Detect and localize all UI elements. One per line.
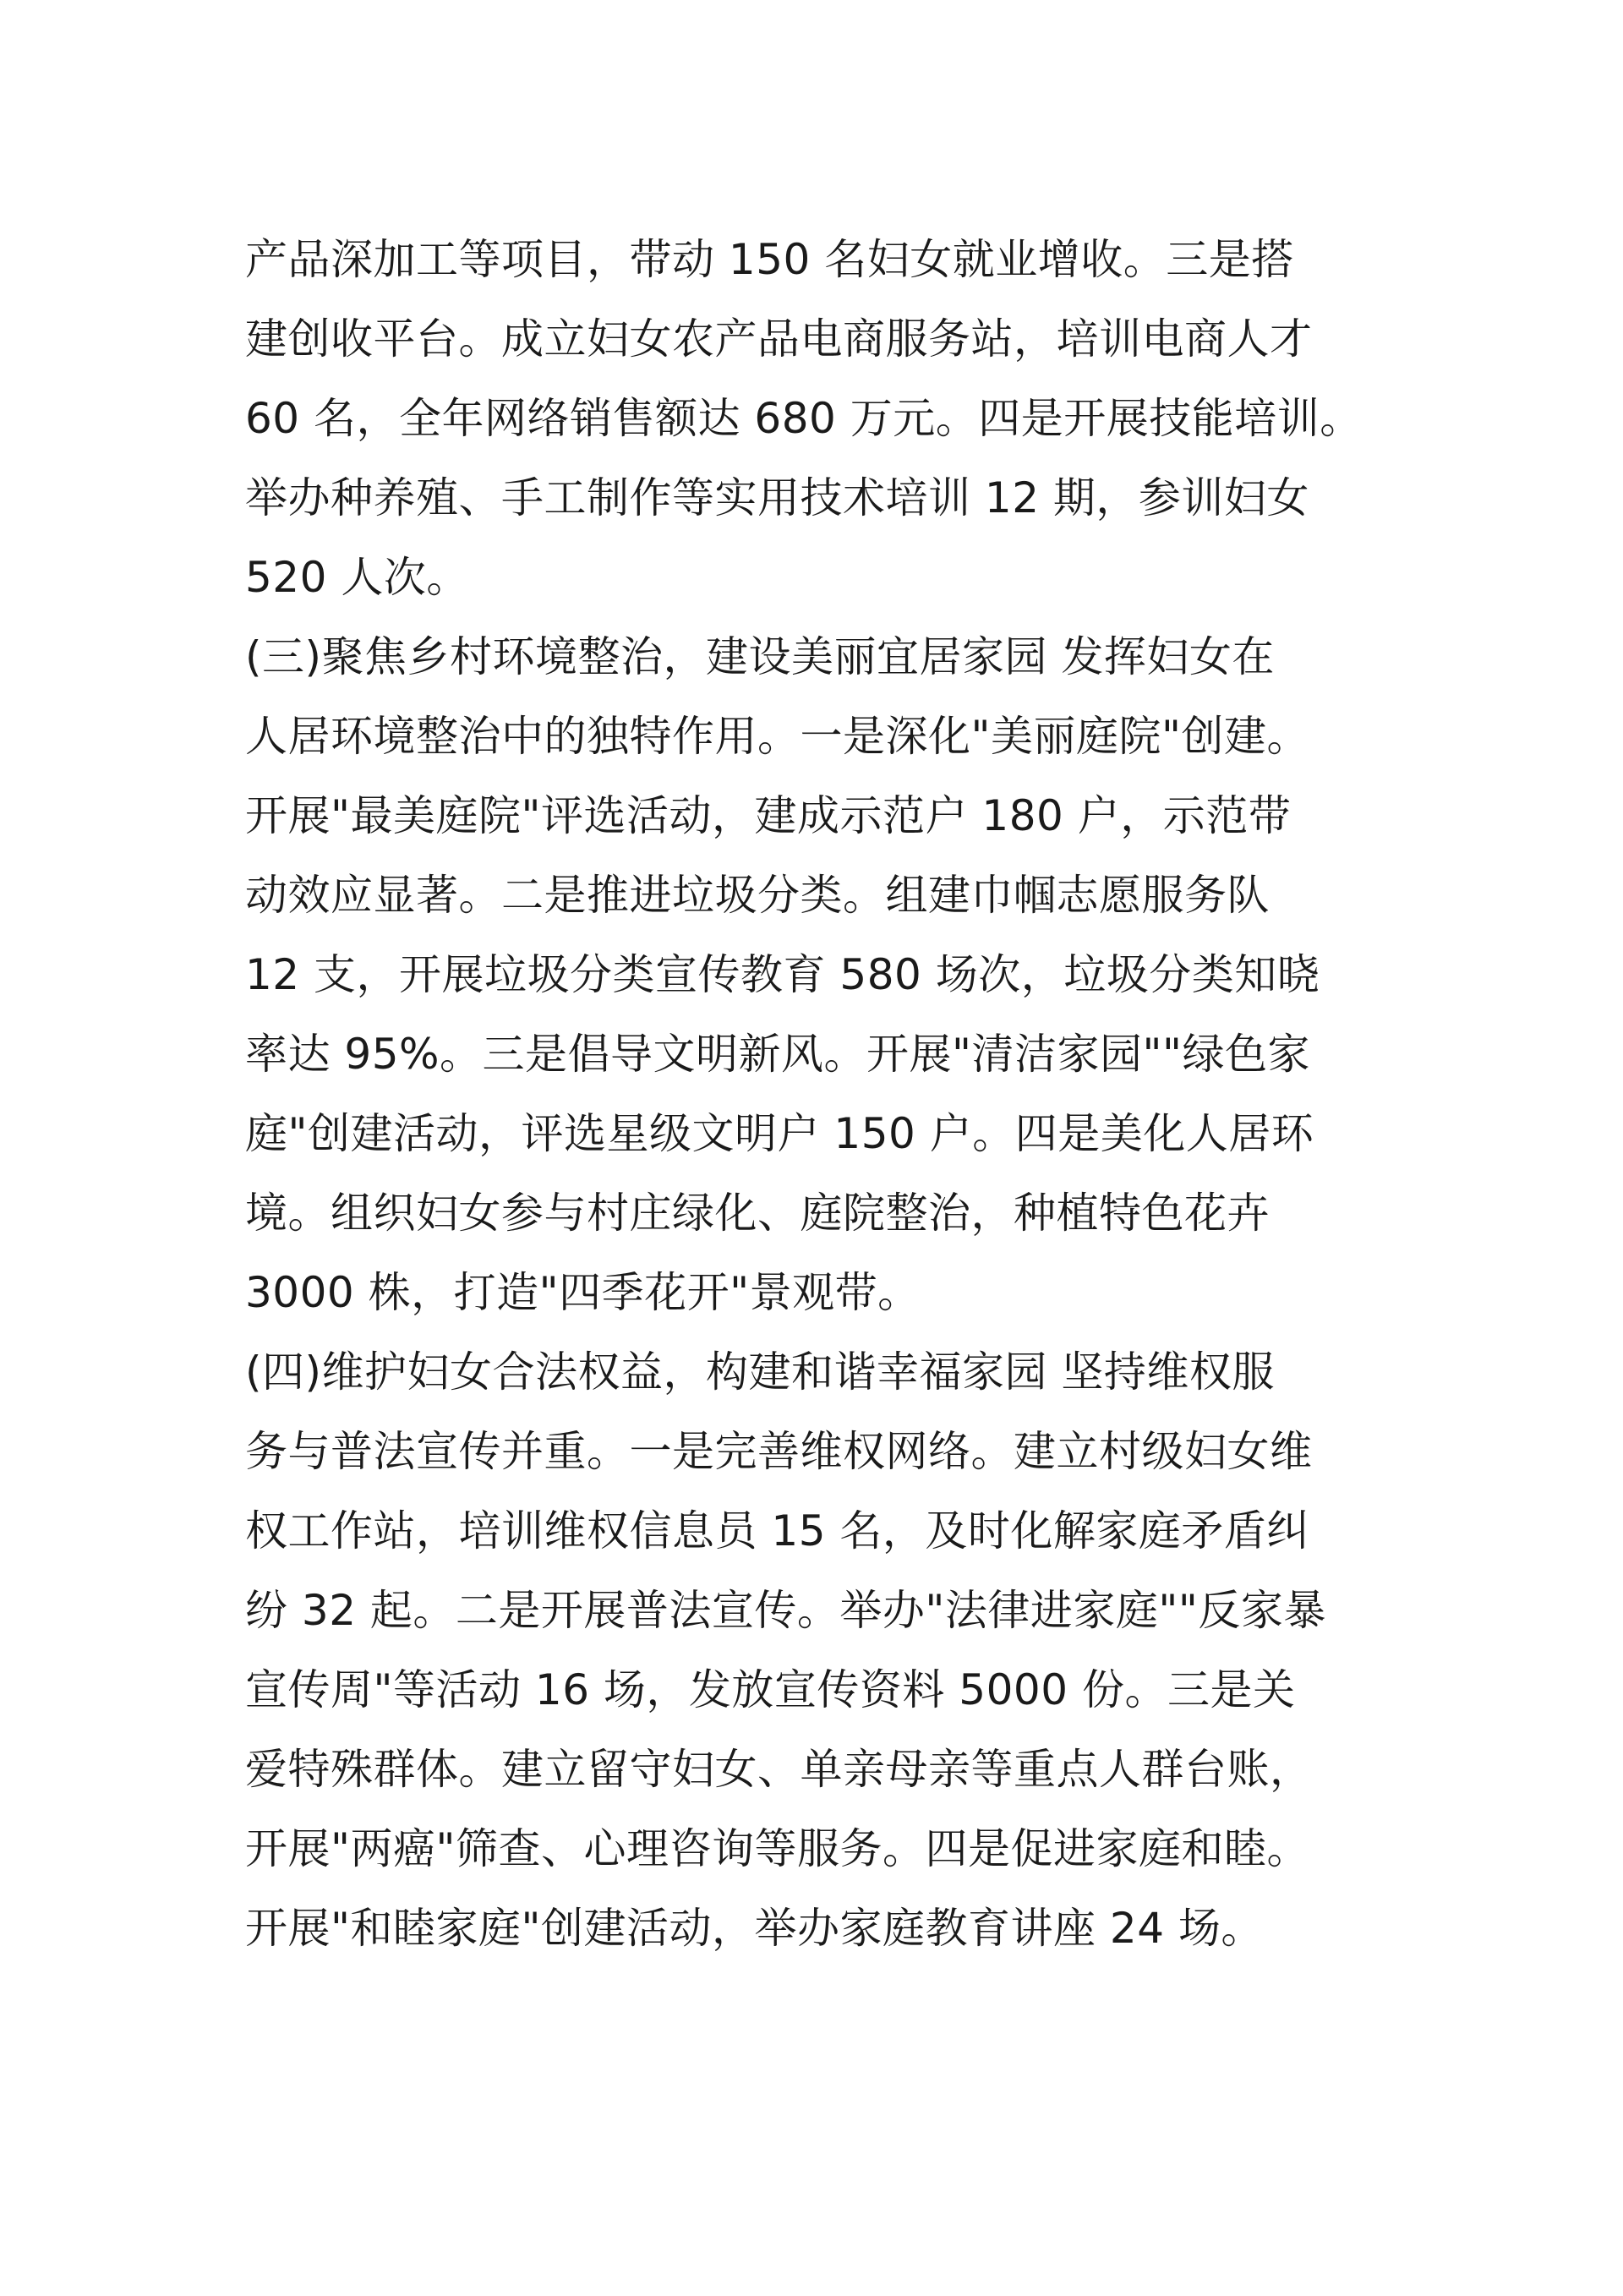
text-line: 520 人次。 (245, 553, 469, 602)
text-line: 庭"创建活动，评选星级文明户 150 户。四是美化人居环 (245, 1109, 1314, 1158)
text-line: 人居环境整治中的独特作用。一是深化"美丽庭院"创建。 (245, 712, 1309, 761)
section-heading-line: (三)聚焦乡村环境整治，建设美丽宜居家园 发挥妇女在 (245, 632, 1275, 681)
text-line: 12 支，开展垃圾分类宣传教育 580 场次，垃圾分类知晓 (245, 950, 1320, 999)
text-line: 开展"最美庭院"评选活动，建成示范户 180 户，示范带 (245, 791, 1292, 840)
text-line: 宣传周"等活动 16 场，发放宣传资料 5000 份。三是关 (245, 1665, 1296, 1714)
text-line: 产品深加工等项目，带动 150 名妇女就业增收。三是搭 (245, 235, 1294, 284)
text-line: 务与普法宣传并重。一是完善维权网络。建立村级妇女维 (245, 1427, 1313, 1476)
text-line: 爱特殊群体。建立留守妇女、单亲母亲等重点人群台账， (245, 1745, 1313, 1794)
text-line: 动效应显著。二是推进垃圾分类。组建巾帼志愿服务队 (245, 871, 1270, 920)
text-line: 举办种养殖、手工制作等实用技术培训 12 期，参训妇女 (245, 473, 1309, 522)
text-line: 境。组织妇女参与村庄绿化、庭院整治，种植特色花卉 (245, 1189, 1270, 1238)
text-line: 率达 95%。三是倡导文明新风。开展"清洁家园""绿色家 (245, 1030, 1311, 1079)
text-line: 60 名，全年网络销售额达 680 万元。四是开展技能培训。 (245, 394, 1363, 443)
text-line: 开展"两癌"筛查、心理咨询等服务。四是促进家庭和睦。 (245, 1824, 1309, 1873)
text-line: 开展"和睦家庭"创建活动，举办家庭教育讲座 24 场。 (245, 1904, 1264, 1953)
text-line: 权工作站，培训维权信息员 15 名，及时化解家庭矛盾纠 (245, 1506, 1309, 1555)
document-body (245, 220, 1395, 1968)
text-line: 3000 株，打造"四季花开"景观带。 (245, 1268, 921, 1317)
section-heading-line: (四)维护妇女合法权益，构建和谐幸福家园 坚持维权服 (245, 1348, 1275, 1397)
text-line: 建创收平台。成立妇女农产品电商服务站，培训电商人才 (245, 314, 1313, 364)
text-line: 纷 32 起。二是开展普法宣传。举办"法律进家庭""反家暴 (245, 1586, 1326, 1635)
